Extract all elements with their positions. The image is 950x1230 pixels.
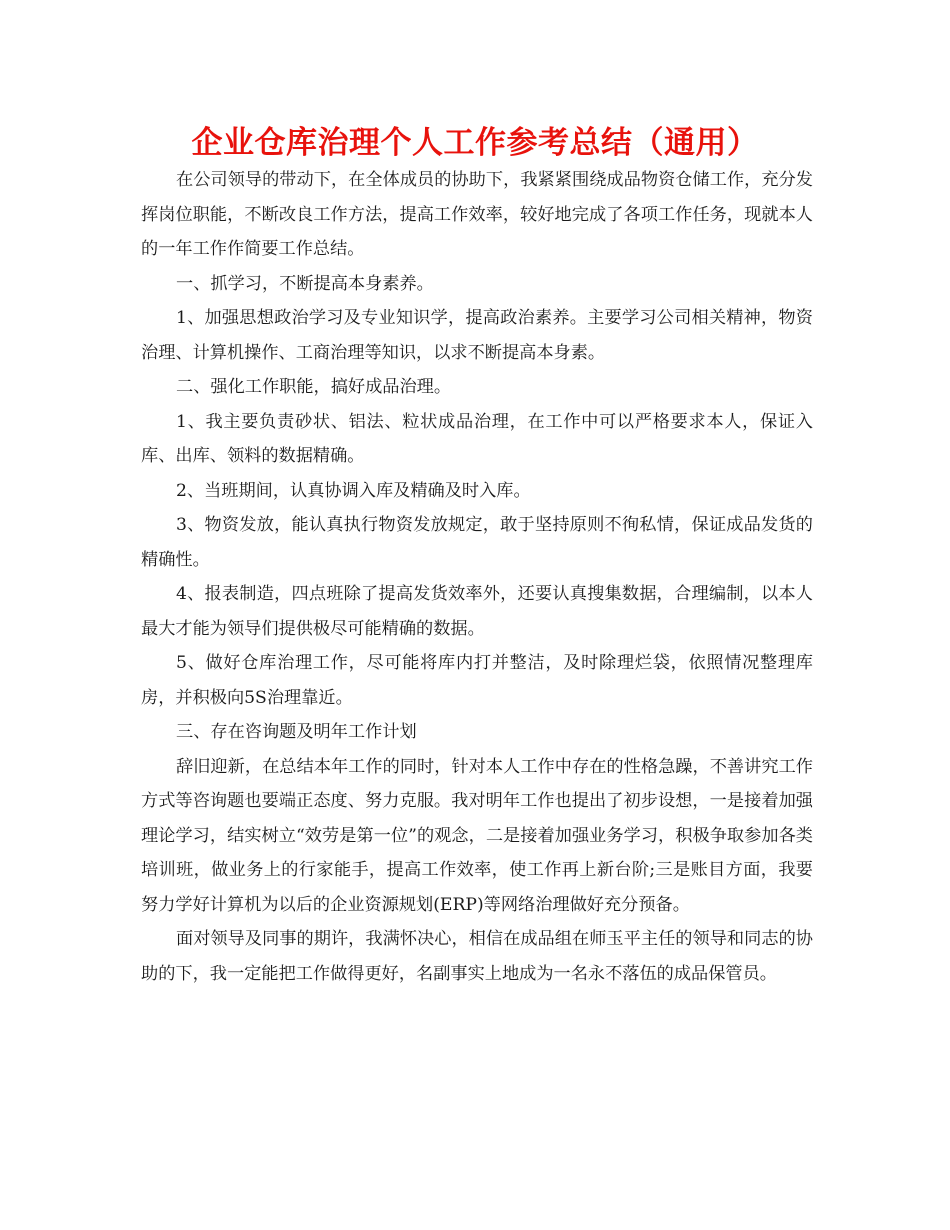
section-heading-1: 一、抓学习，不断提高本身素养。 [176, 273, 434, 294]
section-heading-3: 三、存在咨询题及明年工作计划 [176, 722, 417, 742]
paragraph-2-2: 2、当班期间，认真协调入库及精确及时入库。 [176, 480, 531, 501]
paragraph-3-1: 辞旧迎新，在总结本年工作的同时，针对本人工作中存在的性格急躁，不善讲究工作方式等咨询题也要端正态度、努力克服。我对明年工作也提出了初步设想，一是接着加强理论学习，结实树立“效劳是第一位”的观念，二是接着加强业务学习，积极争取参加各类培训班，做业务上的行家能手，提高工作效率，使工作再上新台阶;三是账目方面，我要努力学好计算机为以后的企业资源规划(ERP)等网络治理做好充分预备。 [141, 756, 813, 915]
section-heading-2: 二、强化工作职能，搞好成品治理。 [176, 377, 452, 397]
paragraph-2-1: 1、我主要负责砂状、铝法、粒状成品治理，在工作中可以严格要求本人，保证入库、出库、领料的数据精确。 [141, 411, 813, 466]
paragraph-intro: 在公司领导的带动下，在全体成员的协助下，我紧紧围绕成品物资仓储工作，充分发挥岗位职能，不断改良工作方法，提高工作效率，较好地完成了各项工作任务，现就本人的一年工作作简要工作总结。 [141, 170, 813, 259]
document-title: 企业仓库治理个人工作参考总结（通用） [191, 125, 759, 161]
document-body [141, 163, 813, 991]
paragraph-2-4: 4、报表制造，四点班除了提高发货效率外，还要认真搜集数据，合理编制，以本人最大才能为领导们提供极尽可能精确的数据。 [141, 584, 813, 639]
paragraph-closing: 面对领导及同事的期许，我满怀决心，相信在成品组在师玉平主任的领导和同志的协助的下，我一定能把工作做得更好，名副事实上地成为一名永不落伍的成品保管员。 [141, 929, 813, 984]
paragraph-1-1: 1、加强思想政治学习及专业知识学，提高政治素养。主要学习公司相关精神，物资治理、计算机操作、工商治理等知识，以求不断提高本身素。 [141, 308, 813, 363]
paragraph-2-3: 3、物资发放，能认真执行物资发放规定，敢于坚持原则不徇私情，保证成品发货的精确性。 [141, 515, 813, 570]
paragraph-2-5: 5、做好仓库治理工作，尽可能将库内打并整洁，及时除理烂袋，依照情况整理库房，并积极向5S治理靠近。 [141, 653, 813, 708]
